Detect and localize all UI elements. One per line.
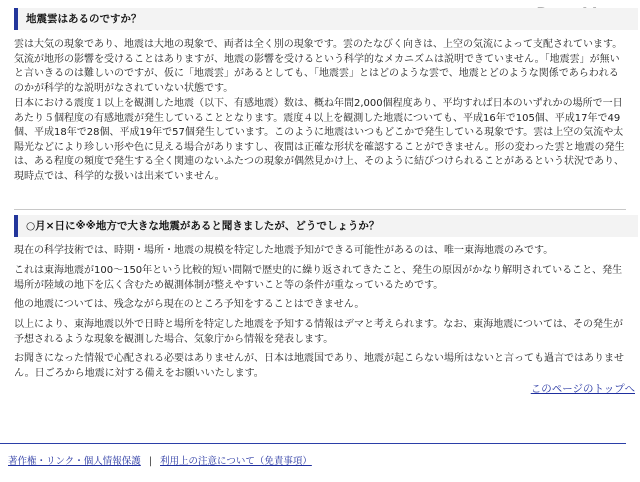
section2-paragraph-5: お聞きになった情報で心配される必要はありませんが、日本は地震国であり、地震が起こらない場所はないと言っても過言ではありません。日ごろから地震に対する備えをお願いいたします。	[14, 353, 624, 379]
section1-paragraph-2: 日本における震度１以上を観測した地震（以下、有感地震）数は、概ね年間2,000個程度あり、平均すれば日本のいずれかの場所で一日あたり５個程度の有感地震が発生していることとなります。震度４以上を観測した地震についても、平成16年で105個、平成17年で49個、平成18年で28個、平成19年で57個発生しています。このように地震はいつもどこかで発生している現象です。雲は上空の気流や太陽光などにより珍しい形や色に見える場合がありますし、夜間は正確な形状を確認することができません。形の変わった雲と地震の発生は、ある程度の頻度で発生する全く関連のないふたつの現象が偶然見かけ上、そのように結びつけられることがあるという状況であり、現時点では、科学的な扱いは出来ていません。	[14, 98, 625, 182]
section2-paragraph-1: 現在の科学技術では、時期・場所・地震の規模を特定した地震予知ができる可能性があるのは、唯一東海地震のみです。	[14, 245, 554, 256]
footer-divider	[0, 443, 626, 444]
section-divider	[14, 209, 626, 210]
footer	[8, 453, 312, 467]
section2-paragraph-3: 他の地震については、残念ながら現在のところ予知をすることはできません。	[14, 299, 365, 310]
disclaimer-link[interactable]: 利用上の注意について（免責事項）	[160, 456, 312, 467]
section-heading-earthquake-cloud: 地震雲はあるのですか？	[14, 8, 638, 30]
section2-paragraph-4: 以上により、東海地震以外で日時と場所を特定した地震を予知する情報はデマと考えられます。なお、東海地震については、その発生が予想されるような現象を観測した場合、気象庁から情報を発表します。	[14, 319, 623, 345]
section2-paragraph-2: これは東海地震が100～150年という比較的短い間隔で歴史的に繰り返されてきたこと、発生の原因がかなり解明されていること、発生場所が陸域の地下を広く含むため観測体制が整えやすいこと等の条件が重なっているためです。	[14, 265, 623, 291]
section1-paragraph-1: 雲は大気の現象であり、地震は大地の現象で、両者は全く別の現象です。雲のたなびく向きは、上空の気流によって支配されています。気流が地形の影響を受けることはありますが、地震の影響を受けるという科学的なメカニズムは説明できていません。「地震雲」が無いと言いきるのは難しいのですが、仮に「地震雲」があるとしても、「地震雲」とはどのような雲で、地震とどのような関係であらわれるのかが科学的な説明がなされていない状態です。	[14, 39, 623, 94]
copyright-link[interactable]: 著作権・リンク・個人情報保護	[8, 456, 141, 467]
back-to-top-link[interactable]: このページのトップへ	[530, 383, 635, 395]
section-heading-earthquake-rumor: ○月×日に※※地方で大きな地震があると聞きましたが、どうでしょうか？	[14, 215, 638, 237]
footer-separator: |	[148, 456, 153, 467]
